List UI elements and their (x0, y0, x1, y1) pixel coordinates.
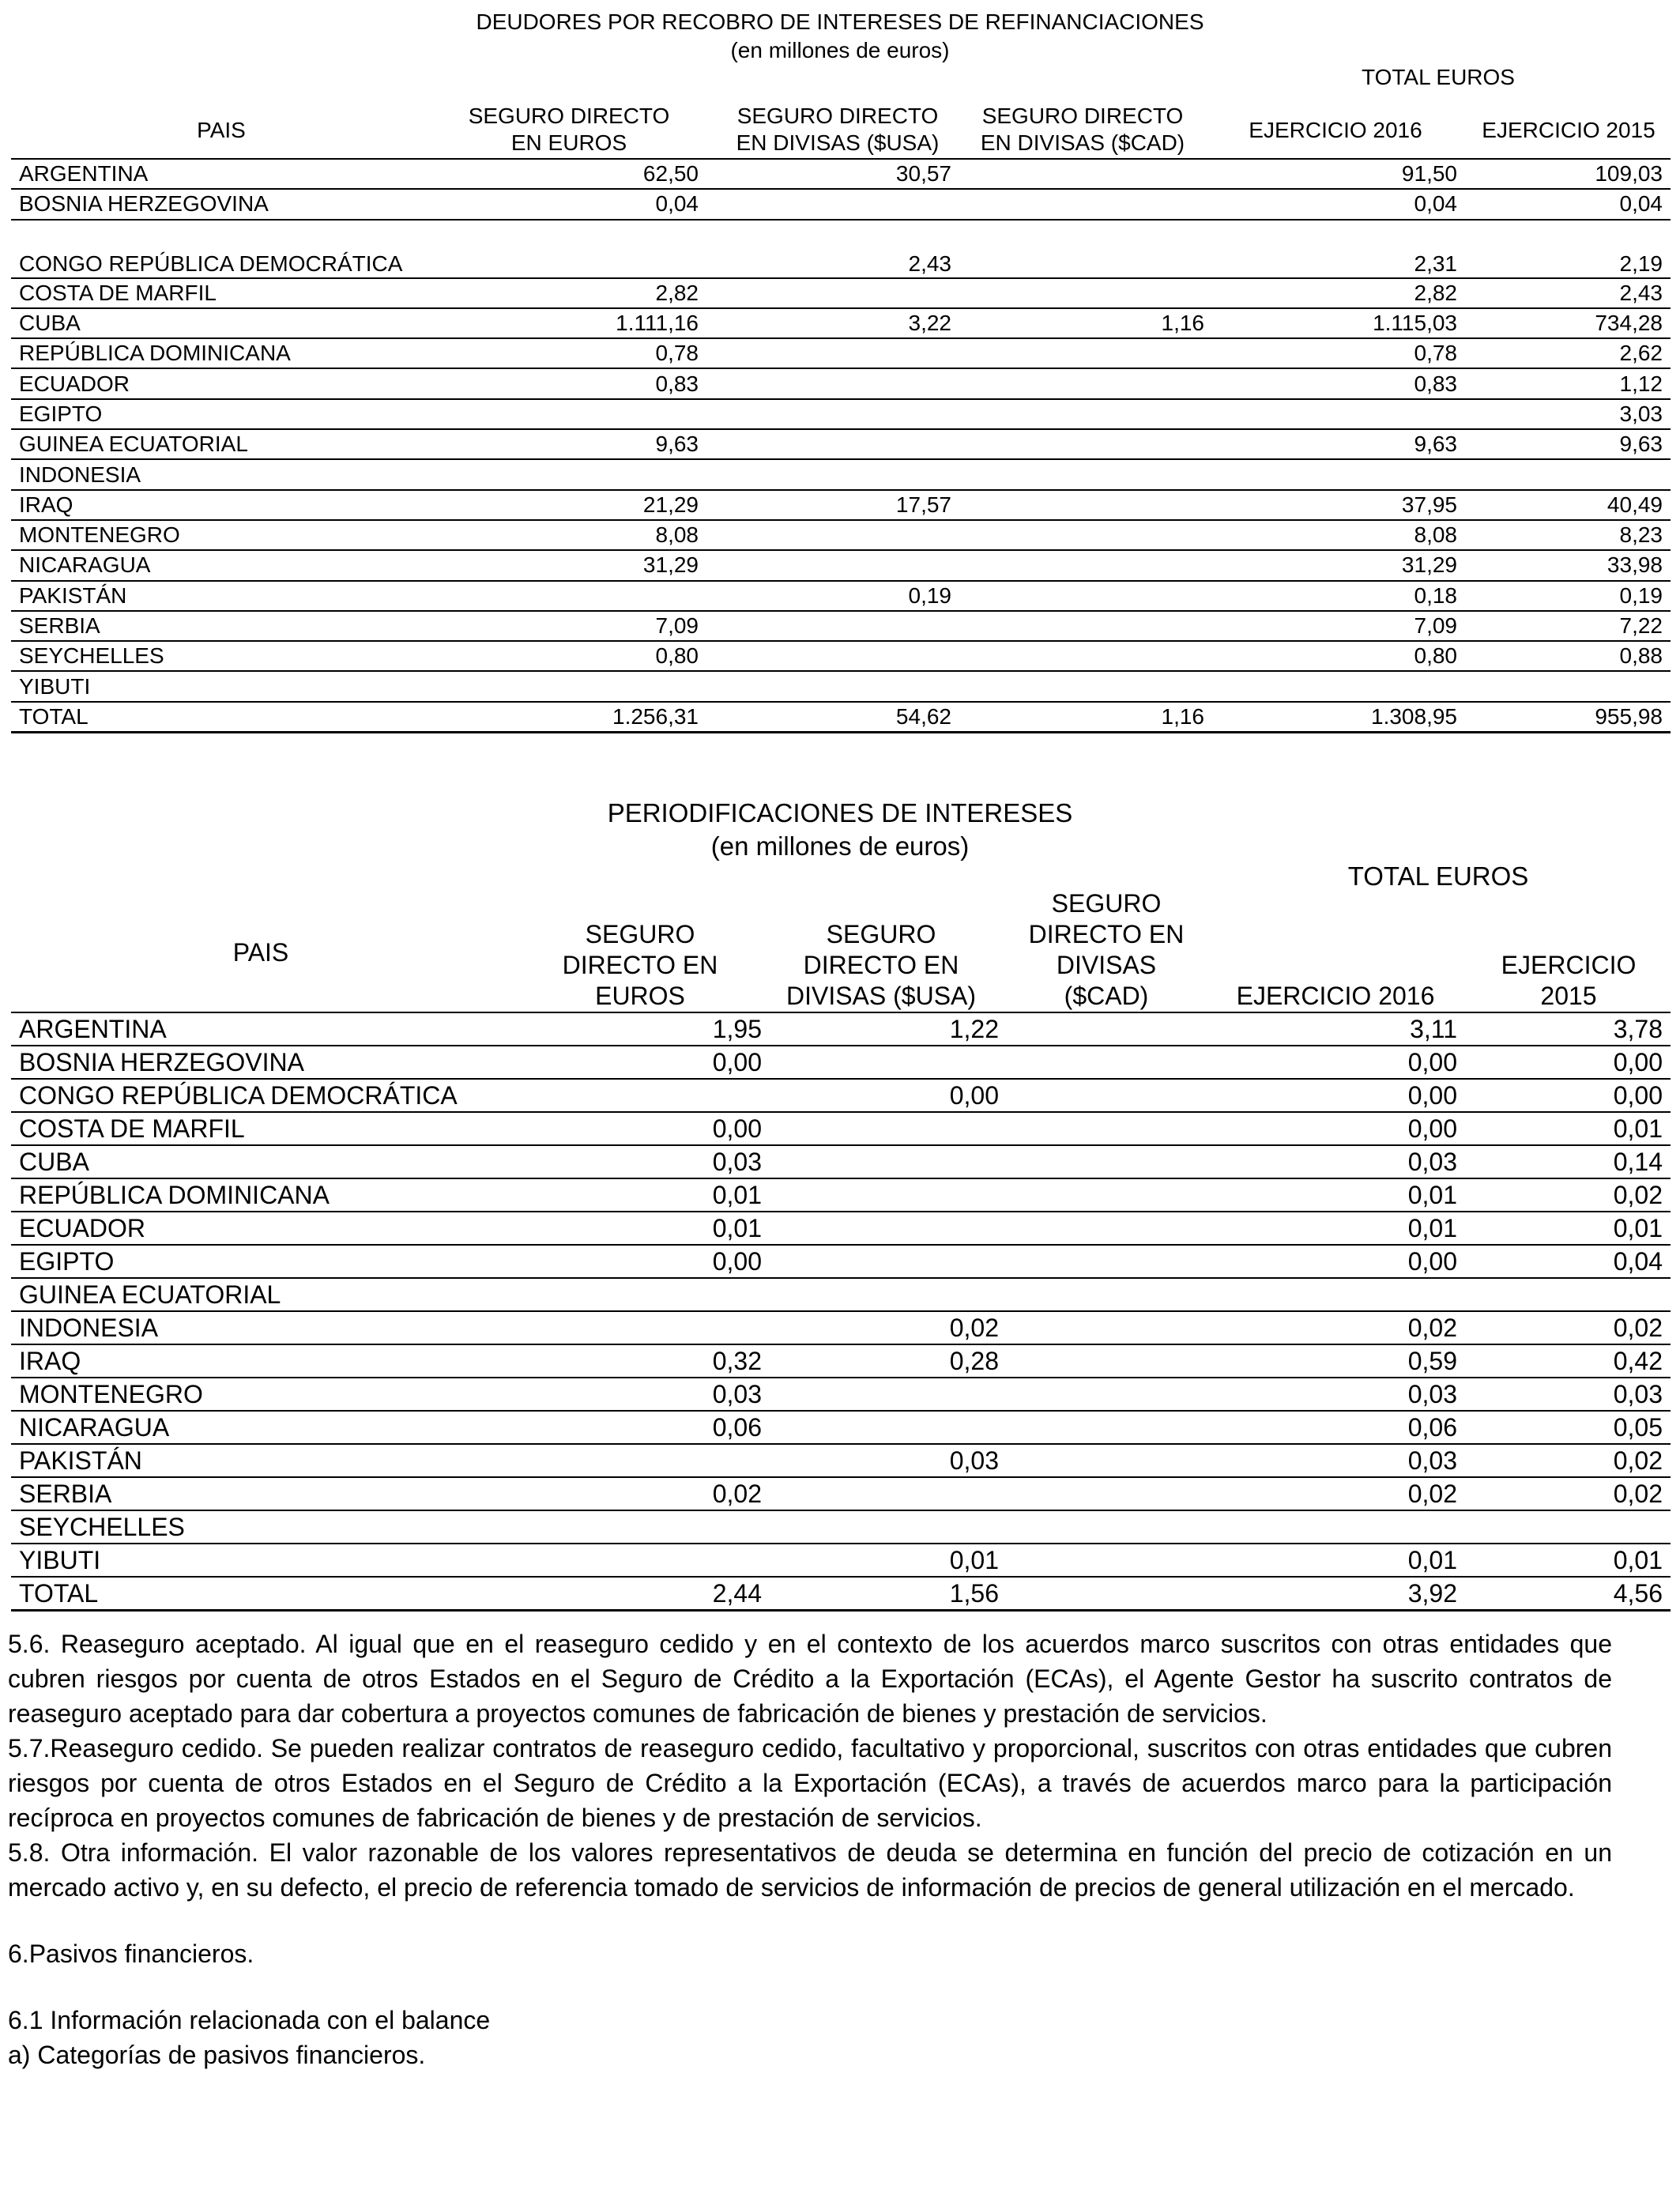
table-subtitle: (en millones de euros) (710, 831, 970, 861)
section-heading-6-1-a: a) Categorías de pasivos financieros. (8, 2041, 426, 2069)
value-cell: 1.115,03 (1212, 308, 1465, 338)
value-cell (1465, 1278, 1671, 1311)
value-cell: 7,22 (1465, 611, 1671, 641)
value-cell: 2,62 (1465, 338, 1671, 368)
value-cell (1465, 459, 1671, 489)
value-cell (959, 278, 1212, 308)
value-cell (959, 490, 1212, 520)
header-2015: EJERCICIO 2015 (1482, 118, 1656, 142)
country-cell: GUINEA ECUATORIAL (11, 429, 438, 459)
value-cell (706, 671, 959, 701)
value-cell: 30,57 (706, 159, 959, 189)
total-euros-header: TOTAL EUROS (1362, 65, 1515, 89)
value-cell: 1,12 (1465, 368, 1671, 398)
value-cell: 1,56 (770, 1577, 1007, 1611)
value-cell (1007, 1344, 1212, 1378)
value-cell: 3,92 (1212, 1577, 1465, 1611)
value-cell (1007, 1411, 1212, 1444)
value-cell: 31,29 (438, 550, 706, 580)
header-cad: SEGURO DIRECTO EN DIVISAS ($CAD) (980, 104, 1185, 155)
value-cell (1007, 1112, 1212, 1145)
value-cell: 0,28 (770, 1344, 1007, 1378)
country-cell: PAKISTÁN (11, 1444, 517, 1477)
value-cell: 33,98 (1465, 550, 1671, 580)
value-cell (1465, 1510, 1671, 1544)
value-cell (959, 220, 1212, 278)
value-cell: 2,19 (1465, 220, 1671, 278)
table-row (11, 1212, 1671, 1245)
header-pais: PAIS (197, 118, 246, 142)
value-cell (438, 399, 706, 429)
value-cell: 0,00 (517, 1112, 770, 1145)
value-cell: 0,00 (1465, 1079, 1671, 1112)
value-cell: 2,43 (706, 220, 959, 278)
value-cell: 0,02 (770, 1311, 1007, 1344)
value-cell (1212, 671, 1465, 701)
country-cell: NICARAGUA (11, 1411, 517, 1444)
value-cell: 0,02 (1465, 1178, 1671, 1212)
table-row (11, 671, 1671, 701)
section-heading-6-1: 6.1 Información relacionada con el balance (8, 2006, 491, 2034)
value-cell (770, 1046, 1007, 1079)
country-cell: PAKISTÁN (11, 581, 438, 611)
table-row (11, 189, 1671, 219)
value-cell (770, 1145, 1007, 1178)
table-row (11, 1145, 1671, 1178)
table-row (11, 1046, 1671, 1079)
value-cell (770, 1477, 1007, 1510)
value-cell: 1.111,16 (438, 308, 706, 338)
table-row (11, 641, 1671, 671)
value-cell (1465, 671, 1671, 701)
value-cell: 0,02 (517, 1477, 770, 1510)
country-cell: NICARAGUA (11, 550, 438, 580)
table-row (11, 1178, 1671, 1212)
table-row (11, 1112, 1671, 1145)
value-cell (1007, 1311, 1212, 1344)
value-cell (959, 189, 1212, 219)
value-cell: 0,01 (1465, 1112, 1671, 1145)
value-cell: 0,00 (1212, 1079, 1465, 1112)
value-cell (959, 581, 1212, 611)
value-cell (706, 429, 959, 459)
value-cell (438, 220, 706, 278)
value-cell: 0,80 (1212, 641, 1465, 671)
value-cell: 9,63 (1212, 429, 1465, 459)
value-cell: 1,16 (959, 702, 1212, 733)
country-cell: CONGO REPÚBLICA DEMOCRÁTICA (11, 1079, 517, 1112)
header-euros: SEGURO DIRECTO EN EUROS (562, 920, 718, 1010)
country-cell: GUINEA ECUATORIAL (11, 1278, 517, 1311)
value-cell (1212, 1510, 1465, 1544)
value-cell: 0,02 (1212, 1477, 1465, 1510)
value-cell: 3,78 (1465, 1012, 1671, 1046)
value-cell: 0,01 (1212, 1178, 1465, 1212)
value-cell (1212, 459, 1465, 489)
value-cell: 0,42 (1465, 1344, 1671, 1378)
table-row (11, 308, 1671, 338)
table-row (11, 459, 1671, 489)
value-cell (1007, 1577, 1212, 1611)
header-euros: SEGURO DIRECTO EN EUROS (468, 104, 670, 155)
value-cell: 0,00 (1212, 1112, 1465, 1145)
country-cell: ECUADOR (11, 1212, 517, 1245)
value-cell: 0,01 (770, 1544, 1007, 1577)
value-cell: 1.308,95 (1212, 702, 1465, 733)
country-cell: MONTENEGRO (11, 520, 438, 550)
value-cell: 31,29 (1212, 550, 1465, 580)
value-cell: 4,56 (1465, 1577, 1671, 1611)
value-cell (706, 399, 959, 429)
table-row (11, 520, 1671, 550)
value-cell: 91,50 (1212, 159, 1465, 189)
value-cell: 0,04 (1465, 1245, 1671, 1278)
header-2015: EJERCICIO 2015 (1501, 951, 1637, 1010)
value-cell: 0,01 (517, 1178, 770, 1212)
value-cell (517, 1278, 770, 1311)
value-cell (517, 1544, 770, 1577)
table-row (11, 1344, 1671, 1378)
table-row (11, 220, 1671, 278)
value-cell: 0,03 (1212, 1145, 1465, 1178)
value-cell (438, 459, 706, 489)
value-cell: 7,09 (438, 611, 706, 641)
value-cell: 0,14 (1465, 1145, 1671, 1178)
value-cell: 0,06 (1212, 1411, 1465, 1444)
section-heading-6: 6.Pasivos financieros. (8, 1940, 254, 1968)
value-cell (517, 1444, 770, 1477)
value-cell: 0,59 (1212, 1344, 1465, 1378)
value-cell (706, 611, 959, 641)
value-cell: 1,16 (959, 308, 1212, 338)
table-row (11, 1012, 1671, 1046)
value-cell (1007, 1510, 1212, 1544)
value-cell (1007, 1278, 1212, 1311)
value-cell: 0,03 (1465, 1378, 1671, 1411)
country-cell: COSTA DE MARFIL (11, 278, 438, 308)
value-cell (959, 399, 1212, 429)
value-cell: 2,82 (1212, 278, 1465, 308)
header-cad: SEGURO DIRECTO EN DIVISAS ($CAD) (1028, 889, 1185, 1010)
value-cell (959, 671, 1212, 701)
country-cell: BOSNIA HERZEGOVINA (11, 1046, 517, 1079)
paragraph-5-7: 5.7.Reaseguro cedido. Se pueden realizar contratos de reaseguro cedido, facultativo y proporcional, suscritos con otras entidades que cubren riesgos por cuenta de otros Estados en el Seguro de Crédito a la Exportación (ECAs), a través de acuerdos marco para la participación recíproca en proyectos comunes de fabricación de bienes y de prestación de servicios. (8, 1734, 1612, 1832)
value-cell: 0,19 (706, 581, 959, 611)
value-cell: 0,05 (1465, 1411, 1671, 1444)
value-cell (1007, 1079, 1212, 1112)
paragraph-5-8: 5.8. Otra información. El valor razonable de los valores representativos de deuda se determina en función del precio de cotización en un mercado activo y, en su defecto, el precio de referencia tomado de servicios de información de precios de general utilización en el mercado. (8, 1838, 1612, 1902)
value-cell (1007, 1544, 1212, 1577)
value-cell: 0,02 (1212, 1311, 1465, 1344)
table-row (11, 1411, 1671, 1444)
table-row (11, 278, 1671, 308)
value-cell (959, 641, 1212, 671)
header-usa: SEGURO DIRECTO EN DIVISAS ($USA) (785, 920, 977, 1010)
table-row (11, 1311, 1671, 1344)
value-cell: 0,78 (438, 338, 706, 368)
country-cell: SEYCHELLES (11, 641, 438, 671)
value-cell (959, 159, 1212, 189)
country-cell: COSTA DE MARFIL (11, 1112, 517, 1145)
value-cell: 3,22 (706, 308, 959, 338)
value-cell: 8,08 (438, 520, 706, 550)
value-cell: 2,82 (438, 278, 706, 308)
value-cell (770, 1112, 1007, 1145)
value-cell (706, 459, 959, 489)
country-cell: ARGENTINA (11, 1012, 517, 1046)
value-cell: 955,98 (1465, 702, 1671, 733)
value-cell (1007, 1012, 1212, 1046)
value-cell: 2,44 (517, 1577, 770, 1611)
value-cell (438, 671, 706, 701)
value-cell (959, 520, 1212, 550)
country-cell: TOTAL (11, 702, 438, 733)
value-cell: 0,00 (1212, 1245, 1465, 1278)
header-2016: EJERCICIO 2016 (1249, 118, 1422, 142)
country-cell: BOSNIA HERZEGOVINA (11, 189, 438, 219)
country-cell: IRAQ (11, 490, 438, 520)
value-cell (1007, 1145, 1212, 1178)
country-cell: EGIPTO (11, 1245, 517, 1278)
value-cell: 21,29 (438, 490, 706, 520)
value-cell: 37,95 (1212, 490, 1465, 520)
table-row (11, 1510, 1671, 1544)
value-cell (1212, 399, 1465, 429)
value-cell (959, 429, 1212, 459)
periodificaciones-grid (11, 1012, 1671, 1612)
value-cell: 0,01 (1465, 1212, 1671, 1245)
value-cell: 109,03 (1465, 159, 1671, 189)
value-cell (770, 1245, 1007, 1278)
table-title: DEUDORES POR RECOBRO DE INTERESES DE REFINANCIACIONES (476, 9, 1204, 34)
value-cell: 0,03 (770, 1444, 1007, 1477)
value-cell: 8,23 (1465, 520, 1671, 550)
table-row (11, 581, 1671, 611)
value-cell (1007, 1245, 1212, 1278)
value-cell: 0,02 (1465, 1477, 1671, 1510)
value-cell (959, 550, 1212, 580)
value-cell: 0,78 (1212, 338, 1465, 368)
value-cell (706, 641, 959, 671)
value-cell: 734,28 (1465, 308, 1671, 338)
value-cell (438, 581, 706, 611)
value-cell: 0,04 (1212, 189, 1465, 219)
value-cell (1212, 1278, 1465, 1311)
table-row (11, 1278, 1671, 1311)
value-cell (1007, 1178, 1212, 1212)
value-cell: 54,62 (706, 702, 959, 733)
value-cell: 0,18 (1212, 581, 1465, 611)
value-cell: 0,03 (517, 1378, 770, 1411)
country-cell: SERBIA (11, 611, 438, 641)
header-usa: SEGURO DIRECTO EN DIVISAS ($USA) (736, 104, 940, 155)
value-cell (1007, 1477, 1212, 1510)
value-cell: 0,83 (1212, 368, 1465, 398)
country-cell: CONGO REPÚBLICA DEMOCRÁTICA (11, 220, 438, 278)
value-cell: 0,00 (1212, 1046, 1465, 1079)
value-cell: 0,04 (438, 189, 706, 219)
country-cell: YIBUTI (11, 671, 438, 701)
value-cell: 0,01 (1465, 1544, 1671, 1577)
value-cell (517, 1510, 770, 1544)
notes-text (8, 1627, 1612, 2072)
country-cell: REPÚBLICA DOMINICANA (11, 1178, 517, 1212)
table-title: PERIODIFICACIONES DE INTERESES (607, 798, 1073, 827)
country-cell: INDONESIA (11, 459, 438, 489)
value-cell (1007, 1378, 1212, 1411)
table-row (11, 1079, 1671, 1112)
value-cell: 0,03 (1212, 1378, 1465, 1411)
value-cell: 0,83 (438, 368, 706, 398)
country-cell: MONTENEGRO (11, 1378, 517, 1411)
country-cell: ECUADOR (11, 368, 438, 398)
value-cell: 0,88 (1465, 641, 1671, 671)
country-cell: INDONESIA (11, 1311, 517, 1344)
value-cell: 0,02 (1465, 1444, 1671, 1477)
value-cell: 0,00 (517, 1046, 770, 1079)
value-cell (770, 1378, 1007, 1411)
country-cell: TOTAL (11, 1577, 517, 1611)
value-cell: 0,00 (1465, 1046, 1671, 1079)
table-row (11, 611, 1671, 641)
value-cell: 9,63 (438, 429, 706, 459)
value-cell (959, 338, 1212, 368)
country-cell: SEYCHELLES (11, 1510, 517, 1544)
value-cell: 0,06 (517, 1411, 770, 1444)
value-cell: 2,31 (1212, 220, 1465, 278)
country-cell: REPÚBLICA DOMINICANA (11, 338, 438, 368)
value-cell (706, 368, 959, 398)
value-cell: 7,09 (1212, 611, 1465, 641)
value-cell: 62,50 (438, 159, 706, 189)
value-cell (1007, 1212, 1212, 1245)
country-cell: IRAQ (11, 1344, 517, 1378)
value-cell (706, 520, 959, 550)
value-cell: 0,19 (1465, 581, 1671, 611)
table-subtitle: (en millones de euros) (730, 38, 950, 62)
table-row (11, 399, 1671, 429)
value-cell (706, 278, 959, 308)
value-cell (770, 1411, 1007, 1444)
value-cell: 0,02 (1465, 1311, 1671, 1344)
country-cell: CUBA (11, 1145, 517, 1178)
table-row (11, 1544, 1671, 1577)
header-2016: EJERCICIO 2016 (1236, 982, 1435, 1010)
refinanciaciones-grid (11, 158, 1671, 733)
value-cell: 8,08 (1212, 520, 1465, 550)
value-cell (706, 550, 959, 580)
value-cell (959, 459, 1212, 489)
value-cell: 0,32 (517, 1344, 770, 1378)
value-cell: 0,00 (517, 1245, 770, 1278)
value-cell: 0,03 (517, 1145, 770, 1178)
value-cell (706, 338, 959, 368)
value-cell: 0,00 (770, 1079, 1007, 1112)
value-cell (770, 1278, 1007, 1311)
value-cell (959, 611, 1212, 641)
value-cell: 3,11 (1212, 1012, 1465, 1046)
value-cell (770, 1510, 1007, 1544)
table-periodificaciones (0, 790, 1680, 1608)
value-cell: 9,63 (1465, 429, 1671, 459)
country-cell: YIBUTI (11, 1544, 517, 1577)
country-cell: CUBA (11, 308, 438, 338)
value-cell (706, 189, 959, 219)
table-row (11, 1577, 1671, 1611)
table-row (11, 1378, 1671, 1411)
table-row (11, 1477, 1671, 1510)
value-cell (959, 368, 1212, 398)
header-pais: PAIS (232, 938, 289, 967)
value-cell (517, 1079, 770, 1112)
value-cell: 1,95 (517, 1012, 770, 1046)
total-euros-header: TOTAL EUROS (1347, 861, 1529, 891)
value-cell: 1,22 (770, 1012, 1007, 1046)
value-cell (770, 1212, 1007, 1245)
paragraph-5-6: 5.6. Reaseguro aceptado. Al igual que en el reaseguro cedido y en el contexto de los acuerdos marco suscritos con otras entidades que cubren riesgos por cuenta de otros Estados en el Seguro de Crédito a la Exportación (ECAs), el Agente Gestor ha suscrito contratos de reaseguro aceptado para dar cobertura a proyectos comunes de fabricación de bienes y prestación de servicios. (8, 1630, 1612, 1728)
value-cell: 0,01 (1212, 1544, 1465, 1577)
country-cell: ARGENTINA (11, 159, 438, 189)
value-cell: 17,57 (706, 490, 959, 520)
value-cell (517, 1311, 770, 1344)
value-cell (770, 1178, 1007, 1212)
value-cell: 2,43 (1465, 278, 1671, 308)
country-cell: EGIPTO (11, 399, 438, 429)
table-row (11, 550, 1671, 580)
value-cell (1007, 1046, 1212, 1079)
value-cell: 3,03 (1465, 399, 1671, 429)
table-row (11, 429, 1671, 459)
value-cell: 1.256,31 (438, 702, 706, 733)
table-row (11, 338, 1671, 368)
table-row (11, 159, 1671, 189)
table-row (11, 368, 1671, 398)
table-row (11, 1245, 1671, 1278)
table-row (11, 1444, 1671, 1477)
value-cell: 0,01 (517, 1212, 770, 1245)
value-cell: 0,03 (1212, 1444, 1465, 1477)
value-cell: 0,01 (1212, 1212, 1465, 1245)
country-cell: SERBIA (11, 1477, 517, 1510)
table-refinanciaciones (0, 0, 1680, 729)
table-row (11, 490, 1671, 520)
value-cell: 0,04 (1465, 189, 1671, 219)
value-cell: 0,80 (438, 641, 706, 671)
table-row (11, 702, 1671, 733)
value-cell (1007, 1444, 1212, 1477)
value-cell: 40,49 (1465, 490, 1671, 520)
